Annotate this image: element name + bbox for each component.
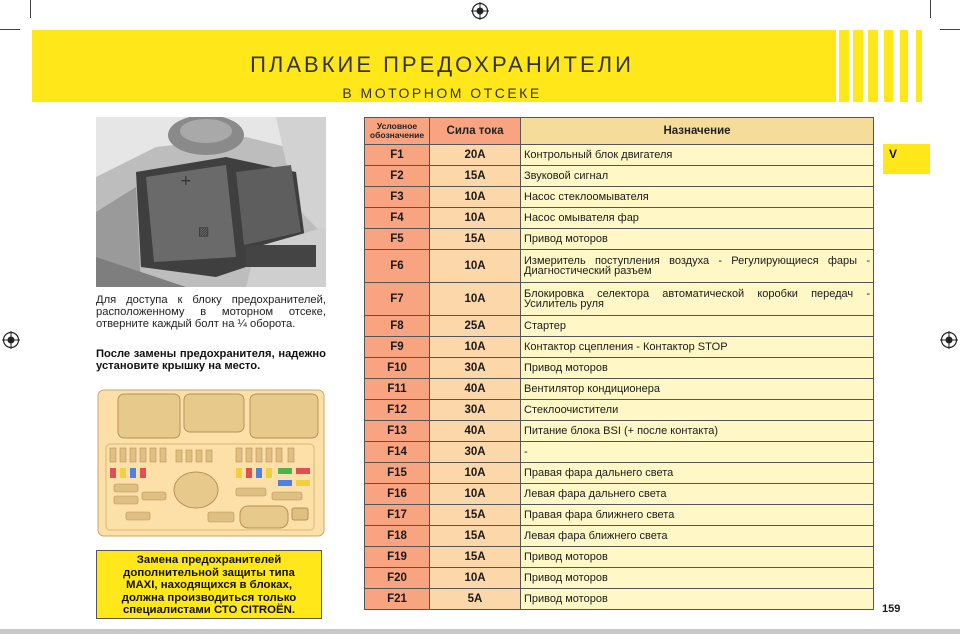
fuse-code: F3	[365, 187, 430, 208]
page-subtitle: В МОТОРНОМ ОТСЕКЕ	[342, 85, 542, 101]
table-row	[365, 283, 874, 316]
table-row	[365, 337, 874, 358]
purpose-column-header: Назначение	[521, 118, 874, 145]
fuse-purpose: Привод моторов	[521, 589, 874, 610]
table-row	[365, 568, 874, 589]
fuse-code: F15	[365, 463, 430, 484]
access-instructions: Для доступа к блоку предохранителей, расположенному в моторном отсеке, отверните каждый болт на ¼ оборота.	[96, 294, 326, 331]
fuse-amperage: 30A	[430, 442, 521, 463]
fuse-purpose: Питание блока BSI (+ после контакта)	[521, 421, 874, 442]
table-row	[365, 505, 874, 526]
crop-mark	[940, 29, 960, 30]
fuse-amperage: 10A	[430, 484, 521, 505]
table-row	[365, 526, 874, 547]
fuse-purpose: Привод моторов	[521, 358, 874, 379]
fuse-amperage: 10A	[430, 187, 521, 208]
fuse-purpose: Правая фара дальнего света	[521, 463, 874, 484]
table-row	[365, 250, 874, 283]
fuse-code: F10	[365, 358, 430, 379]
registration-mark-icon	[2, 331, 20, 349]
banner-stripes	[826, 30, 930, 102]
fuse-purpose: Измеритель поступления воздуха - Регулирующиеся фары - Диагностический разъем	[521, 250, 874, 283]
svg-text:▨: ▨	[198, 224, 210, 238]
table-row	[365, 145, 874, 166]
page-number: 159	[882, 603, 901, 615]
fuse-purpose: -	[521, 442, 874, 463]
fuse-amperage: 10A	[430, 463, 521, 484]
fuse-code: F1	[365, 145, 430, 166]
fuse-amperage: 15A	[430, 229, 521, 250]
svg-text:+: +	[180, 173, 192, 189]
table-row	[365, 421, 874, 442]
registration-mark-icon	[940, 331, 958, 349]
fuse-amperage: 40A	[430, 421, 521, 442]
fuse-amperage: 25A	[430, 316, 521, 337]
fuse-amperage: 5A	[430, 589, 521, 610]
fuse-code: F12	[365, 400, 430, 421]
table-row	[365, 463, 874, 484]
table-row	[365, 442, 874, 463]
table-row	[365, 316, 874, 337]
fuse-code: F6	[365, 250, 430, 283]
crop-mark	[30, 0, 31, 18]
fuse-purpose: Правая фара ближнего света	[521, 505, 874, 526]
table-row	[365, 547, 874, 568]
fuse-box-diagram	[96, 388, 326, 538]
table-row	[365, 229, 874, 250]
table-row	[365, 166, 874, 187]
fuse-purpose: Насос стеклоомывателя	[521, 187, 874, 208]
fuse-code: F20	[365, 568, 430, 589]
fuse-purpose: Контрольный блок двигателя	[521, 145, 874, 166]
fuse-purpose: Блокировка селектора автоматической коробки передач - Усилитель руля	[521, 283, 874, 316]
fuse-code: F5	[365, 229, 430, 250]
fuse-code: F16	[365, 484, 430, 505]
fuse-amperage: 10A	[430, 568, 521, 589]
page-title: ПЛАВКИЕ ПРЕДОХРАНИТЕЛИ	[250, 52, 634, 77]
fuse-purpose: Привод моторов	[521, 568, 874, 589]
table-row	[365, 187, 874, 208]
fuse-code: F11	[365, 379, 430, 400]
fuse-purpose: Привод моторов	[521, 547, 874, 568]
table-row	[365, 379, 874, 400]
fuse-purpose: Привод моторов	[521, 229, 874, 250]
table-row	[365, 400, 874, 421]
fuse-code: F9	[365, 337, 430, 358]
fuse-amperage: 30A	[430, 358, 521, 379]
fuse-code: F2	[365, 166, 430, 187]
fuse-code: F8	[365, 316, 430, 337]
maxi-fuse-notice: Замена предохранителей дополнительной защиты типа MAXI, находящихся в блоках, должна производиться только специалистами СТО CITROËN.	[96, 550, 322, 619]
fuse-amperage: 10A	[430, 250, 521, 283]
fuse-amperage: 15A	[430, 547, 521, 568]
crop-mark	[930, 0, 931, 18]
fuse-amperage: 30A	[430, 400, 521, 421]
header-banner	[32, 30, 930, 102]
table-row	[365, 208, 874, 229]
table-row	[365, 358, 874, 379]
fuse-purpose: Звуковой сигнал	[521, 166, 874, 187]
fuse-purpose: Стартер	[521, 316, 874, 337]
table-row	[365, 484, 874, 505]
fuse-code: F18	[365, 526, 430, 547]
fuse-amperage: 10A	[430, 208, 521, 229]
fuse-code: F13	[365, 421, 430, 442]
fuse-amperage: 10A	[430, 283, 521, 316]
fuse-amperage: 15A	[430, 505, 521, 526]
fuse-amperage: 10A	[430, 337, 521, 358]
fuse-purpose: Стеклоочистители	[521, 400, 874, 421]
fuse-box-photo	[96, 117, 326, 287]
fuse-amperage: 15A	[430, 166, 521, 187]
fuse-amperage: 20A	[430, 145, 521, 166]
amperage-column-header: Сила тока	[430, 118, 521, 145]
table-header-row	[365, 118, 874, 145]
fuse-code: F19	[365, 547, 430, 568]
fuse-code: F17	[365, 505, 430, 526]
code-column-header: Условное обозначение	[365, 118, 430, 145]
fuse-purpose: Левая фара ближнего света	[521, 526, 874, 547]
fuse-code: F7	[365, 283, 430, 316]
fuse-code: F21	[365, 589, 430, 610]
fuse-purpose: Контактор сцепления - Контактор STOP	[521, 337, 874, 358]
crop-mark	[0, 29, 20, 30]
fuse-code: F4	[365, 208, 430, 229]
fuse-purpose: Насос омывателя фар	[521, 208, 874, 229]
registration-mark-icon	[471, 2, 489, 20]
fuse-table	[364, 117, 874, 610]
replacement-warning: После замены предохранителя, надежно установите крышку на место.	[96, 348, 326, 373]
bottom-rule	[0, 629, 960, 634]
fuse-code: F14	[365, 442, 430, 463]
fuse-purpose: Вентилятор кондиционера	[521, 379, 874, 400]
fuse-purpose: Левая фара дальнего света	[521, 484, 874, 505]
table-row	[365, 589, 874, 610]
fuse-amperage: 40A	[430, 379, 521, 400]
fuse-amperage: 15A	[430, 526, 521, 547]
section-tab: V	[883, 144, 930, 174]
